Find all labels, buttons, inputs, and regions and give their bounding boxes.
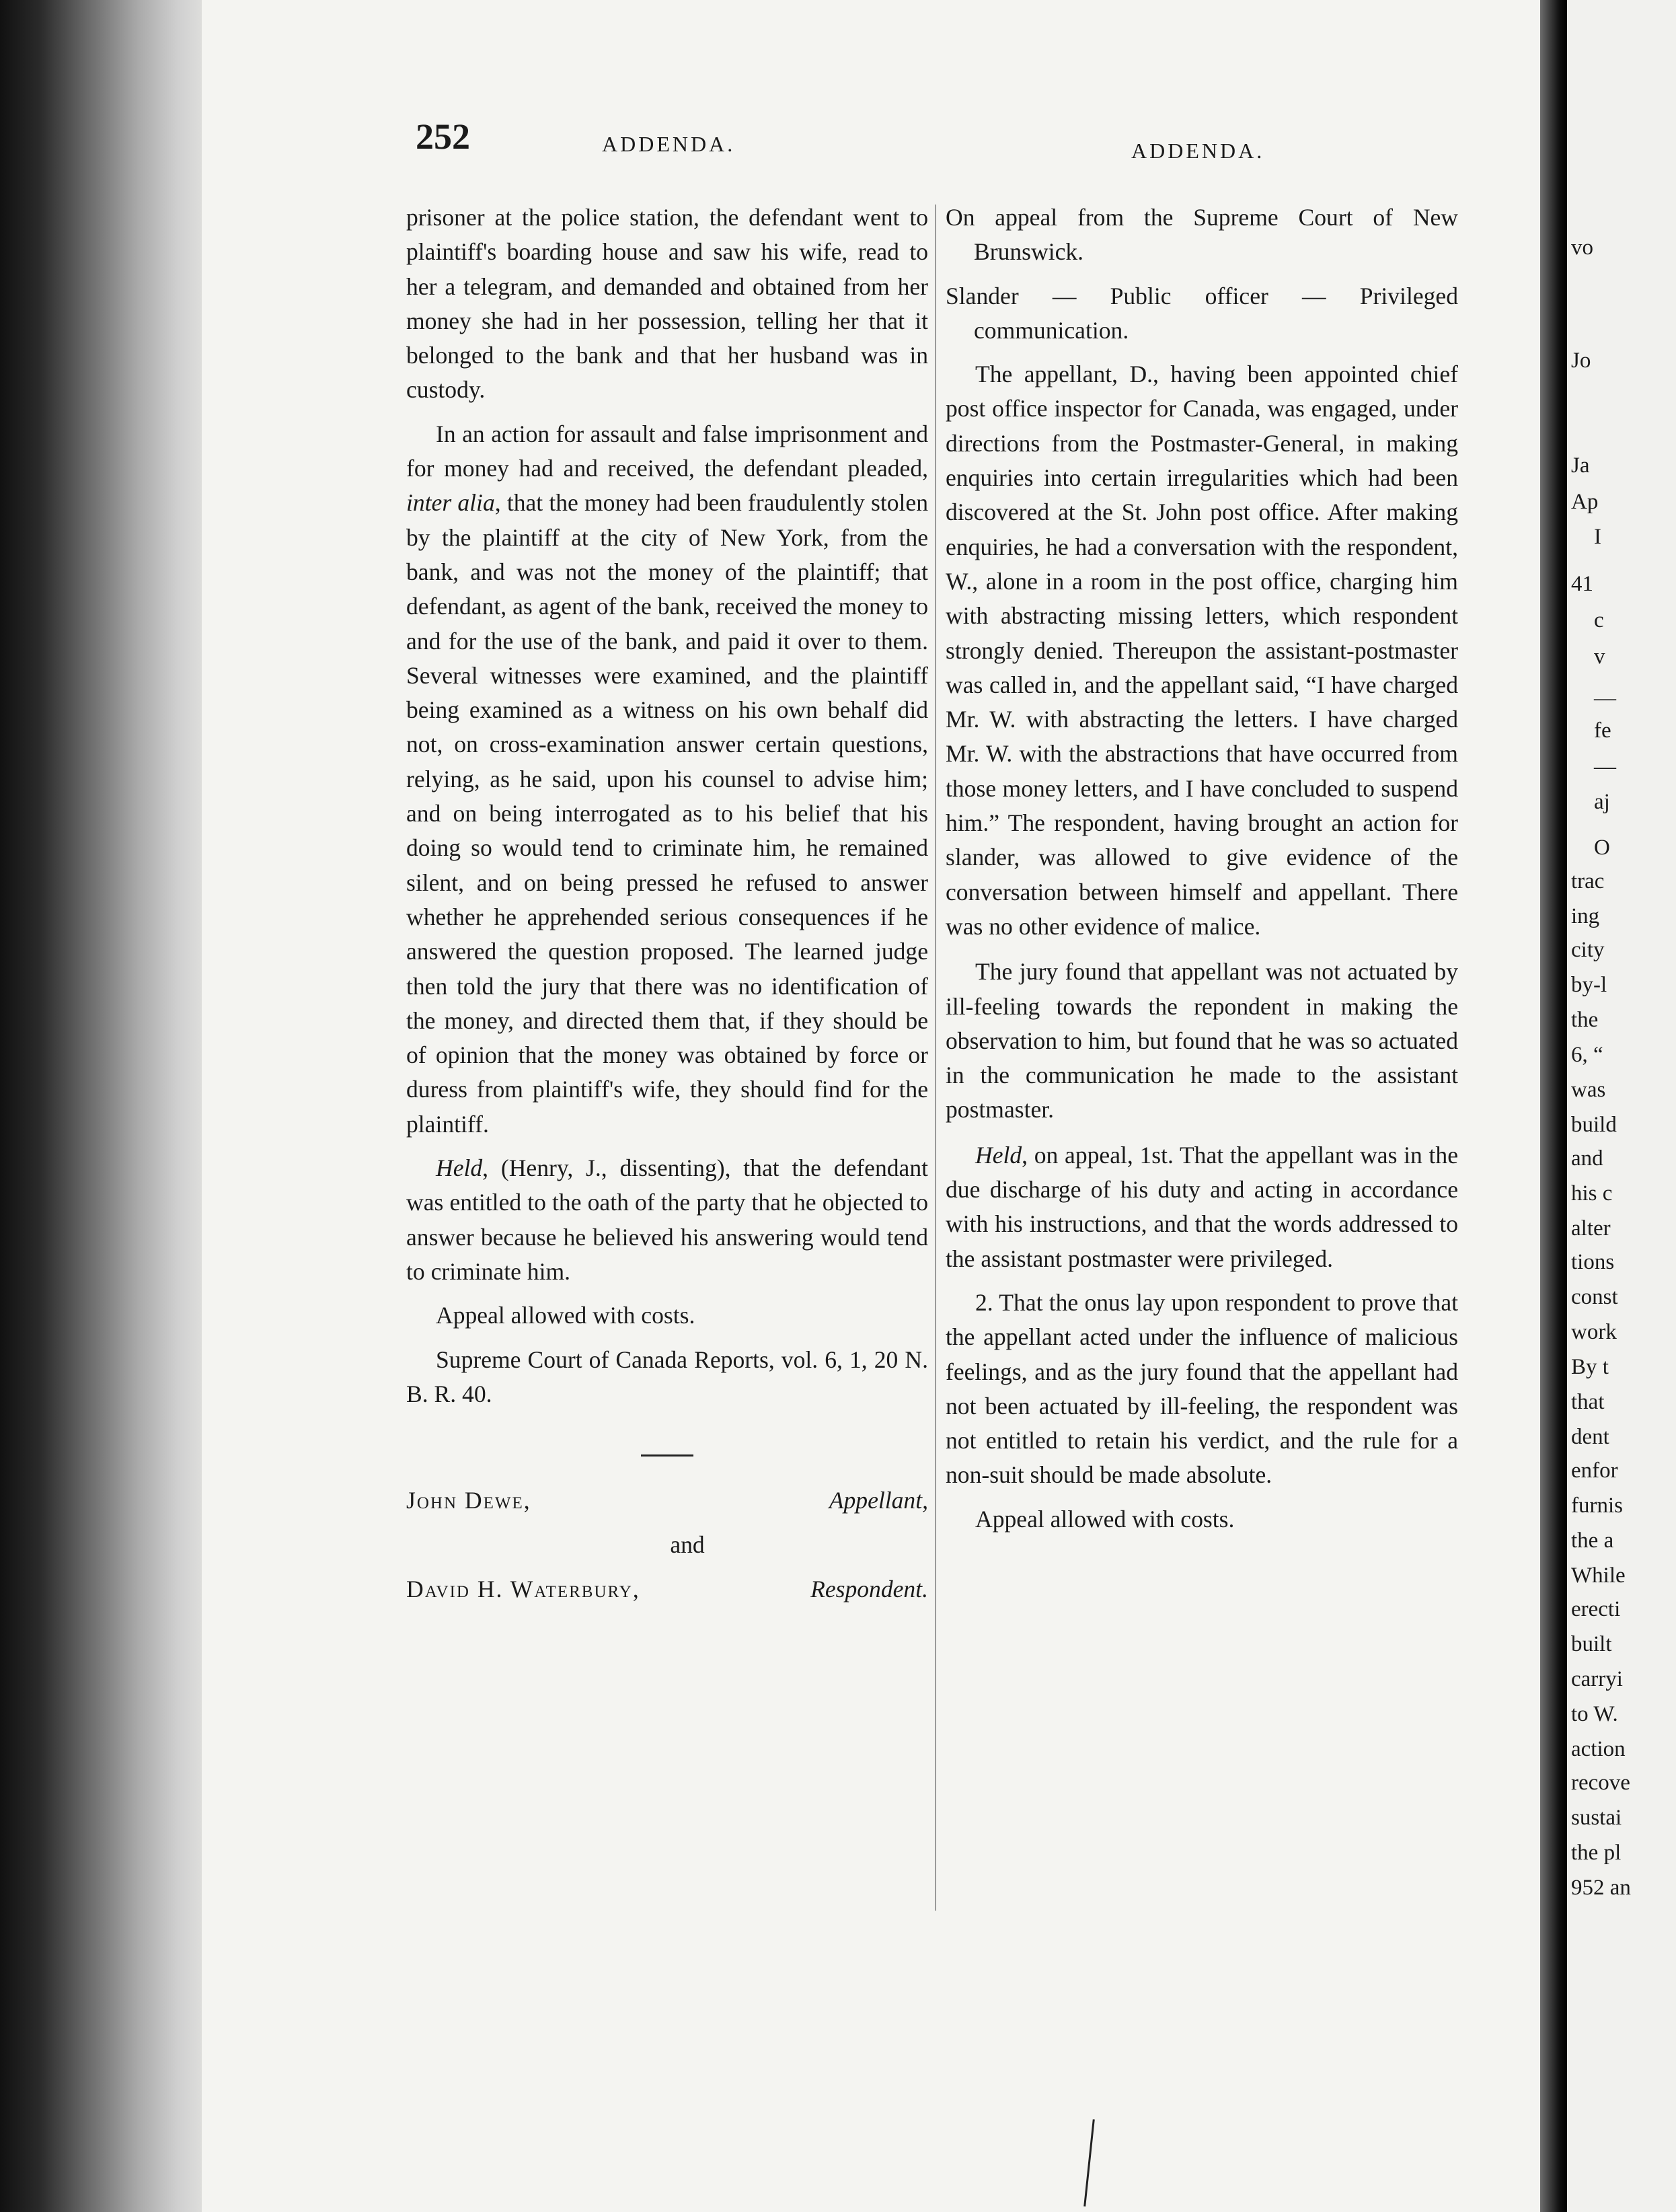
facing-fragment: action (1571, 1737, 1626, 1761)
facing-fragment: While (1571, 1563, 1626, 1588)
facing-fragment: fe (1594, 718, 1611, 743)
facing-fragment: by-l (1571, 973, 1607, 997)
facing-fragment: erecti (1571, 1597, 1621, 1621)
gutter-shadow (1540, 0, 1567, 2212)
paragraph-held-text: , on appeal, 1st. That the appellant was in the due discharge of his duty and acting in accordance with his instructions, and that the words addressed to the assistant postmaster were privileged. (946, 1141, 1458, 1272)
facing-fragment: that (1571, 1390, 1605, 1414)
facing-fragment: — (1594, 755, 1616, 779)
facing-fragment: const (1571, 1285, 1618, 1309)
facing-fragment: sustai (1571, 1806, 1622, 1830)
facing-fragment: carryi (1571, 1667, 1623, 1691)
appellant-name: John Dewe, (406, 1487, 531, 1514)
facing-fragment: — (1594, 686, 1616, 710)
paragraph-action-text-a: In an action for assault and false imprisonment and for money had and received, the defendant pleaded, (406, 420, 928, 482)
page-number: 252 (416, 116, 470, 157)
paragraph-appeal-allowed: Appeal allowed with costs. (975, 1505, 1235, 1533)
book-spine-shadow (0, 0, 222, 2212)
facing-fragment: was (1571, 1078, 1606, 1102)
facing-fragment: the a (1571, 1528, 1614, 1553)
facing-fragment: Ap (1571, 490, 1599, 514)
held-italic: Held (436, 1154, 483, 1182)
facing-fragment: c (1594, 608, 1604, 632)
paragraph-citation: Supreme Court of Canada Reports, vol. 6, 1, 20 N. B. R. 40. (406, 1345, 928, 1407)
appellant-role: Appellant, (829, 1487, 928, 1514)
facing-fragment: alter (1571, 1216, 1611, 1241)
left-column (406, 200, 928, 1617)
facing-fragment: work (1571, 1320, 1617, 1344)
section-rule (641, 1454, 693, 1457)
facing-fragment: 6, “ (1571, 1043, 1603, 1067)
paragraph-appeal-allowed: Appeal allowed with costs. (436, 1302, 695, 1329)
respondent-name: David H. Waterbury, (406, 1576, 640, 1603)
facing-page-edge (1567, 0, 1676, 2212)
held-italic: Held (975, 1141, 1022, 1169)
paragraph-facts: The appellant, D., having been appointed chief post office inspector for Canada, was engaged, under directions from the Postmaster-General, in making enquiries into certain irregularities which had been discovered at the St. John post office. After making enquiries, he had a conversation with the respondent, W., alone in a room in the post office, charging him with abstracting missing letters, which respondent strongly denied. Thereupon the assistant-postmaster was called in, and the appellant said, “I have charged Mr. W. with abstracting the letters. I have charged Mr. W. with the abstractions that have occurred from those money letters, and I have concluded to suspend him.” The respondent, having brought an action for slander, was allowed to give evidence of the conversation between himself and appellant. There was no other evidence of malice. (946, 361, 1458, 940)
paragraph-action-text-b: , that the money had been fraudulently stolen by the plaintiff at the city of New York, from the bank, and was not the money of the plaintiff; that defendant, as agent of the bank, received the money to and for the use of the bank, and paid it over to them. Several witnesses were examined, and the plaintiff being examined as a witness on his own behalf did not, on cross-examination answer certain questions, relying, as he said, upon his counsel to advise him; and on being interrogated as to his belief that his doing so would tend to criminate him, he remained silent, and on being pressed he refused to answer whether he apprehended serious consequences if he answered the question proposed. The learned judge then told the jury that there was no identification of the money, and directed them that, if they should be of opinion that the money was obtained by force or duress from plaintiff's wife, they should find for the plaintiff. (406, 489, 928, 1138)
facing-fragment: vo (1571, 235, 1593, 260)
facing-fragment: the (1571, 1008, 1599, 1032)
facing-fragment: recove (1571, 1771, 1630, 1795)
inter-alia-italic: inter alia (406, 489, 495, 517)
facing-fragment: his c (1571, 1181, 1613, 1206)
facing-fragment: aj (1594, 790, 1610, 814)
running-title-right: ADDENDA. (1131, 139, 1265, 163)
facing-fragment: and (1571, 1146, 1603, 1171)
facing-fragment: 952 an (1571, 1876, 1631, 1900)
parties-conjunction: and (670, 1531, 705, 1559)
facing-fragment: built (1571, 1632, 1612, 1656)
facing-fragment: build (1571, 1113, 1617, 1137)
facing-fragment: furnis (1571, 1494, 1623, 1518)
paragraph-held-text: , (Henry, J., dissenting), that the defendant was entitled to the oath of the party that he objected to answer because he believed his answering would tend to criminate him. (406, 1154, 928, 1285)
paragraph-held (406, 1151, 928, 1289)
facing-fragment: By t (1571, 1355, 1609, 1379)
facing-fragment: 41 (1571, 572, 1593, 596)
facing-fragment: O (1594, 836, 1610, 860)
paragraph-headnote-subject: Slander — Public officer — Privileged communication. (946, 282, 1458, 344)
paragraph-onus: 2. That the onus lay upon respondent to prove that the appellant acted under the influence of malicious feelings, and as the jury found that the appellant had not been actuated by ill-feeling, the respondent was not entitled to retain his verdict, and the rule for a non-suit should be made absolute. (946, 1288, 1458, 1489)
facing-fragment: to W. (1571, 1702, 1618, 1726)
respondent-role: Respondent. (810, 1576, 928, 1603)
facing-fragment: Ja (1571, 453, 1590, 478)
facing-fragment: I (1594, 525, 1601, 549)
facing-fragment: enfor (1571, 1459, 1618, 1483)
running-title-left: ADDENDA. (602, 132, 736, 156)
paragraph-held (946, 1138, 1458, 1276)
facing-fragment: ing (1571, 904, 1600, 928)
facing-fragment: dent (1571, 1425, 1609, 1449)
facing-fragment: v (1594, 644, 1605, 669)
paragraph-appeal-from: On appeal from the Supreme Court of New Brunswick. (946, 204, 1458, 266)
facing-fragment: trac (1571, 869, 1605, 893)
paragraph-action (406, 417, 928, 1142)
column-divider (935, 205, 936, 1911)
facing-fragment: Jo (1571, 348, 1591, 373)
paragraph-jury: The jury found that appellant was not actuated by ill-feeling towards the repondent in making the observation to him, but found that he was so actuated in the communication he made to the assistant postmaster. (946, 958, 1458, 1123)
right-column (946, 200, 1458, 1537)
paragraph-continuation: prisoner at the police station, the defendant went to plaintiff's boarding house and saw his wife, read to her a telegram, and demanded and obtained from her money she had in her possession, telling her that it belonged to the bank and that her husband was in custody. (406, 204, 928, 404)
facing-fragment: city (1571, 938, 1605, 962)
case-parties (406, 1483, 928, 1617)
facing-fragment: the pl (1571, 1841, 1622, 1865)
facing-fragment: tions (1571, 1250, 1615, 1274)
